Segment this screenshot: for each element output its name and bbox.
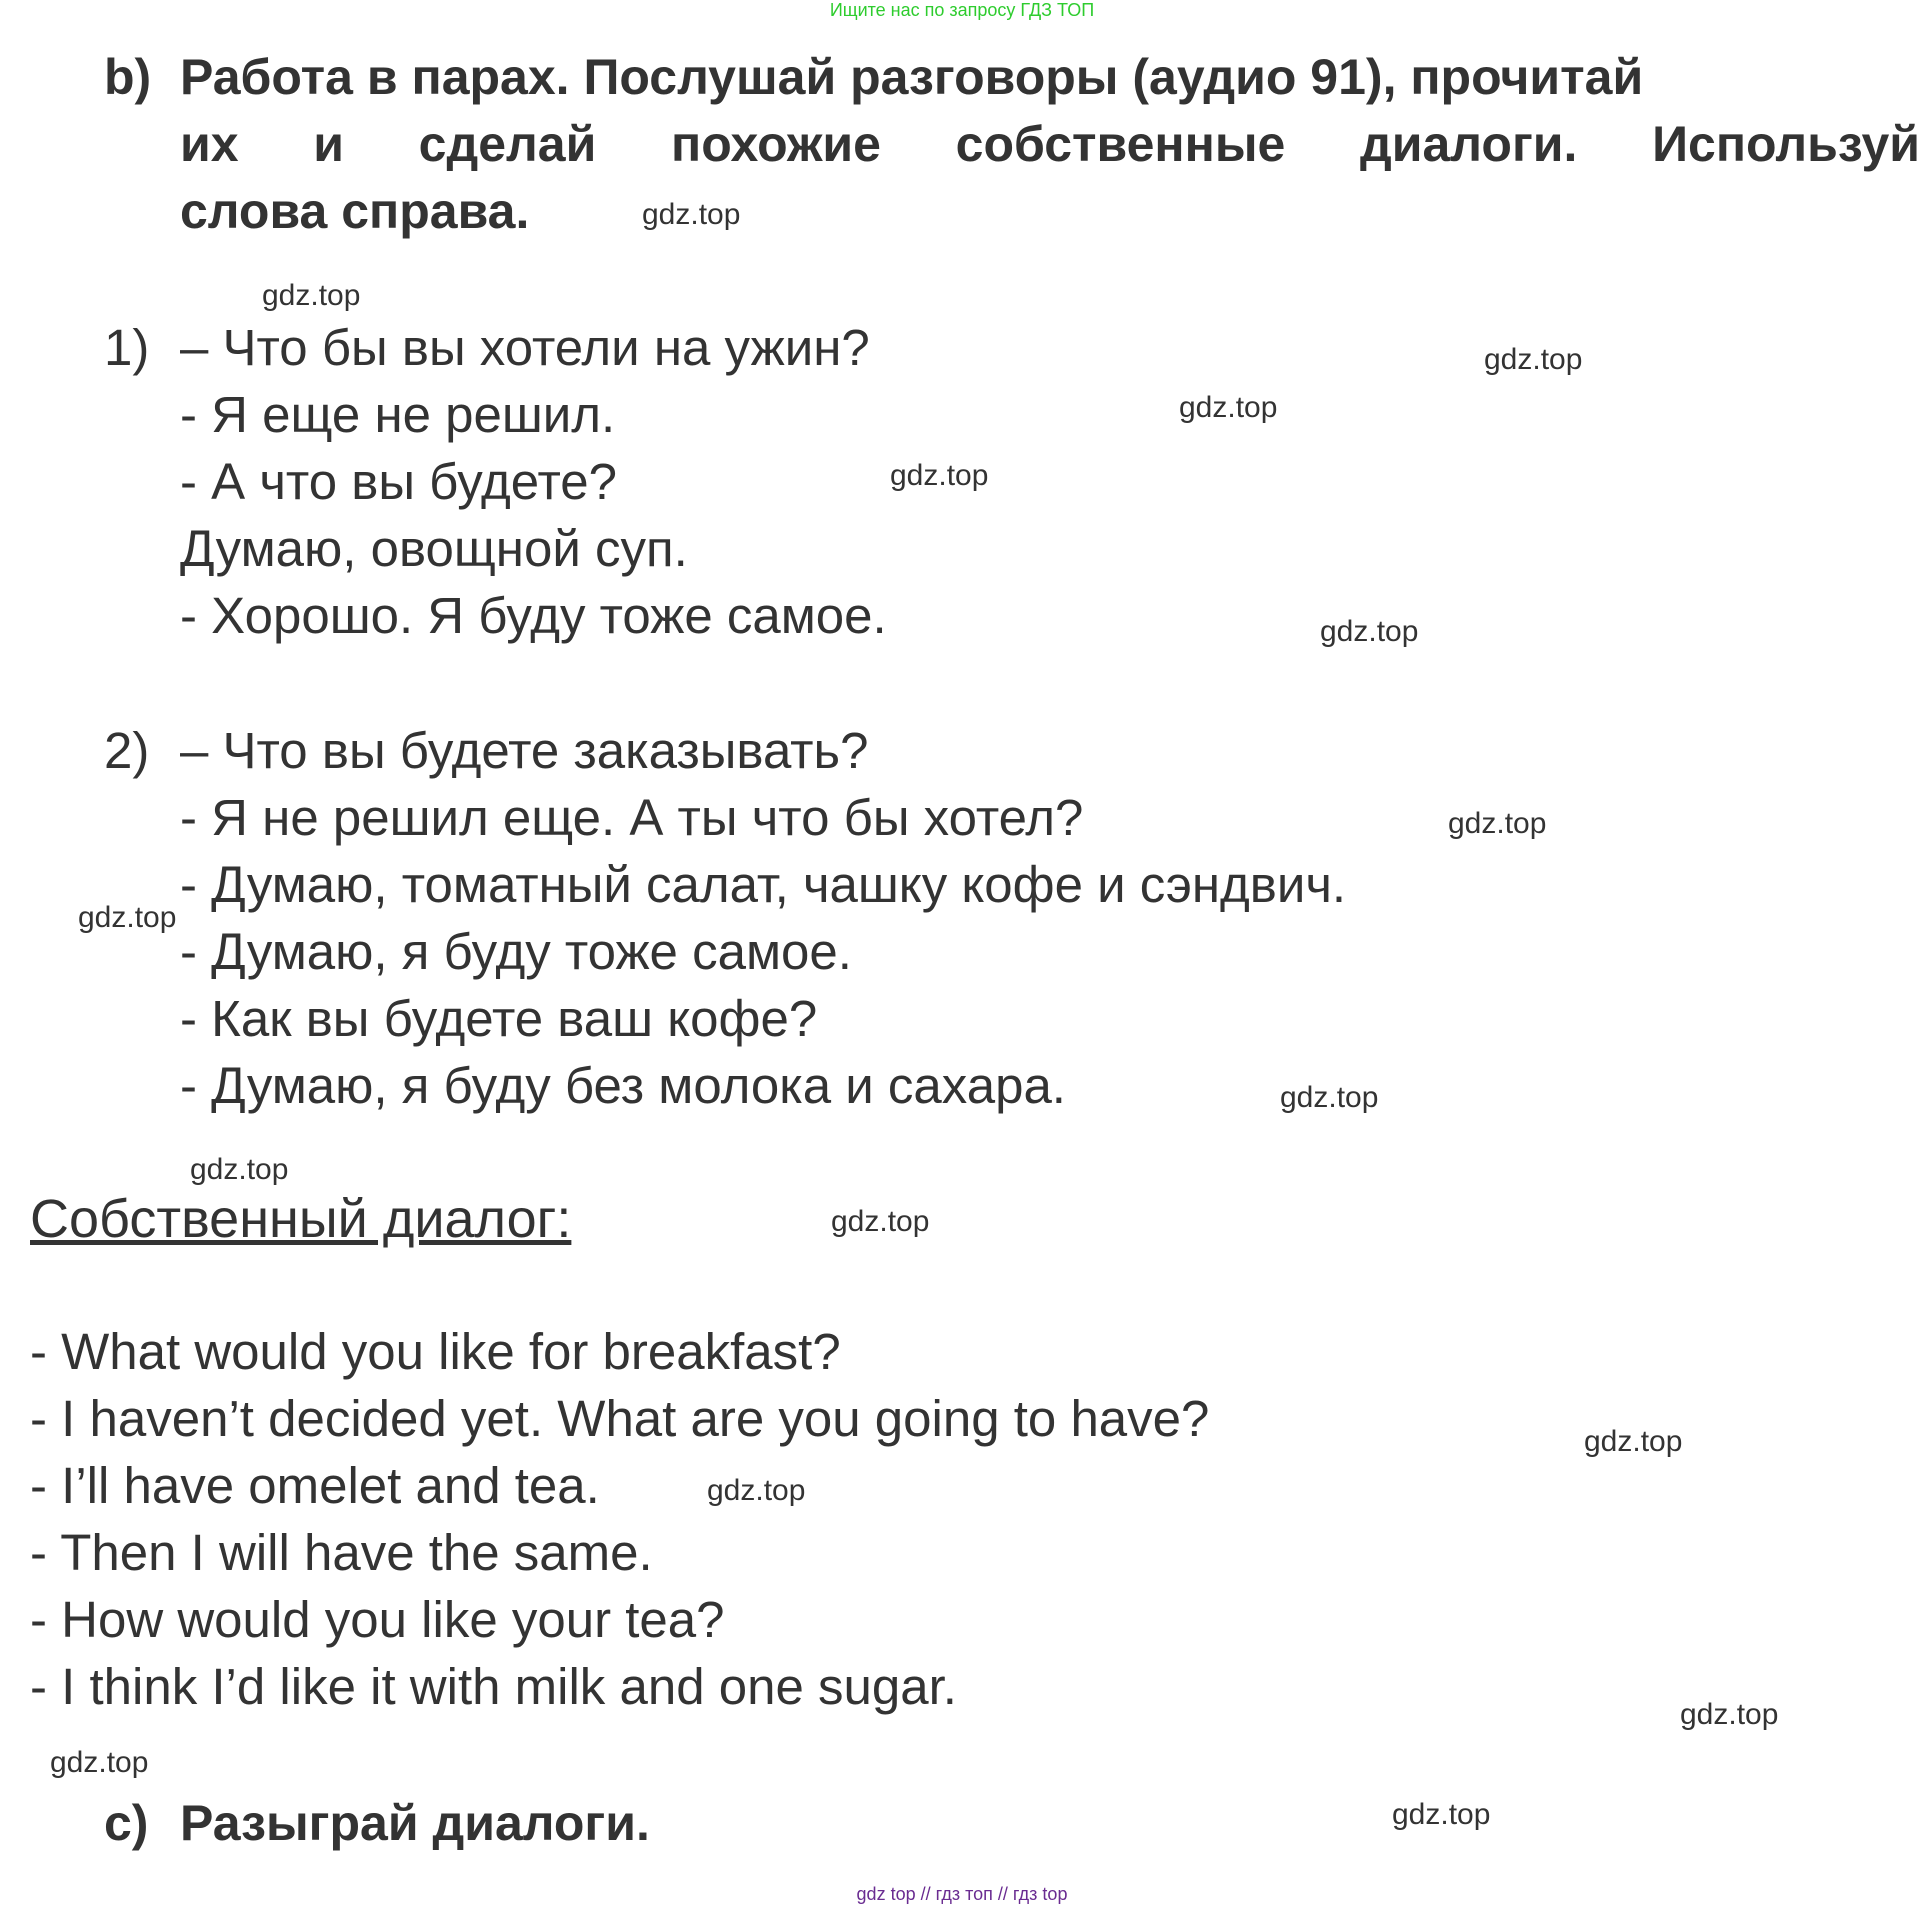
own-dialogue-line-1: - What would you like for breakfast? (30, 1323, 841, 1380)
watermark: gdz.top (1280, 1081, 1379, 1114)
task-b-line-3: слова справа. (180, 183, 530, 239)
dialogue-2-line-6: - Думаю, я буду без молока и сахара. (180, 1057, 1066, 1114)
bottom-banner: gdz top // гдз топ // гдз top (856, 1884, 1068, 1904)
watermark: gdz.top (1179, 391, 1278, 424)
watermark: gdz.top (1448, 807, 1547, 840)
own-dialogue-title: Собственный диалог: (30, 1189, 572, 1249)
watermark: gdz.top (642, 198, 741, 231)
task-b-line-2: их и сделай похожие собственные диалоги. Используй (180, 116, 1920, 172)
dialogue-2-line-3: - Думаю, томатный салат, чашку кофе и сэндвич. (180, 856, 1347, 913)
own-dialogue-line-5: - How would you like your tea? (30, 1591, 725, 1648)
dialogue-1-line-3: - А что вы будете? (180, 453, 617, 510)
watermark: gdz.top (831, 1205, 930, 1238)
own-dialogue-line-3: - I’ll have omelet and tea. (30, 1457, 600, 1514)
dialogue-2-line-5: - Как вы будете ваш кофе? (180, 990, 818, 1047)
own-dialogue-line-4: - Then I will have the same. (30, 1524, 653, 1581)
task-b-line-1: Работа в парах. Послушай разговоры (аудио 91), прочитай (180, 49, 1644, 105)
watermark: gdz.top (1320, 615, 1419, 648)
dialogue-2-number: 2) (104, 722, 150, 779)
watermark: gdz.top (707, 1474, 806, 1507)
watermark: gdz.top (1392, 1798, 1491, 1831)
own-dialogue-line-6: - I think I’d like it with milk and one sugar. (30, 1658, 957, 1715)
dialogue-1-line-1: – Что бы вы хотели на ужин? (180, 319, 870, 376)
dialogue-1-line-2: - Я еще не решил. (180, 386, 616, 443)
dialogue-2-line-2: - Я не решил еще. А ты что бы хотел? (180, 789, 1084, 846)
dialogue-1-line-4: Думаю, овощной суп. (180, 520, 688, 577)
top-banner: Ищите нас по запросу ГДЗ ТОП (829, 0, 1095, 20)
watermark: gdz.top (890, 459, 989, 492)
watermark: gdz.top (1484, 343, 1583, 376)
dialogue-2-line-4: - Думаю, я буду тоже самое. (180, 923, 852, 980)
dialogue-1-line-5: - Хорошо. Я буду тоже самое. (180, 587, 887, 644)
task-c-text: Разыграй диалоги. (180, 1795, 650, 1851)
own-dialogue-line-2: - I haven’t decided yet. What are you going to have? (30, 1390, 1210, 1447)
watermark: gdz.top (1680, 1698, 1779, 1731)
task-b-letter: b) (104, 49, 152, 105)
task-c-letter: c) (104, 1795, 149, 1851)
watermark: gdz.top (190, 1153, 289, 1186)
dialogue-1-number: 1) (104, 319, 150, 376)
watermark: gdz.top (262, 279, 361, 312)
watermark: gdz.top (50, 1746, 149, 1779)
dialogue-2-line-1: – Что вы будете заказывать? (180, 722, 869, 779)
watermark: gdz.top (78, 901, 177, 934)
watermark: gdz.top (1584, 1425, 1683, 1458)
